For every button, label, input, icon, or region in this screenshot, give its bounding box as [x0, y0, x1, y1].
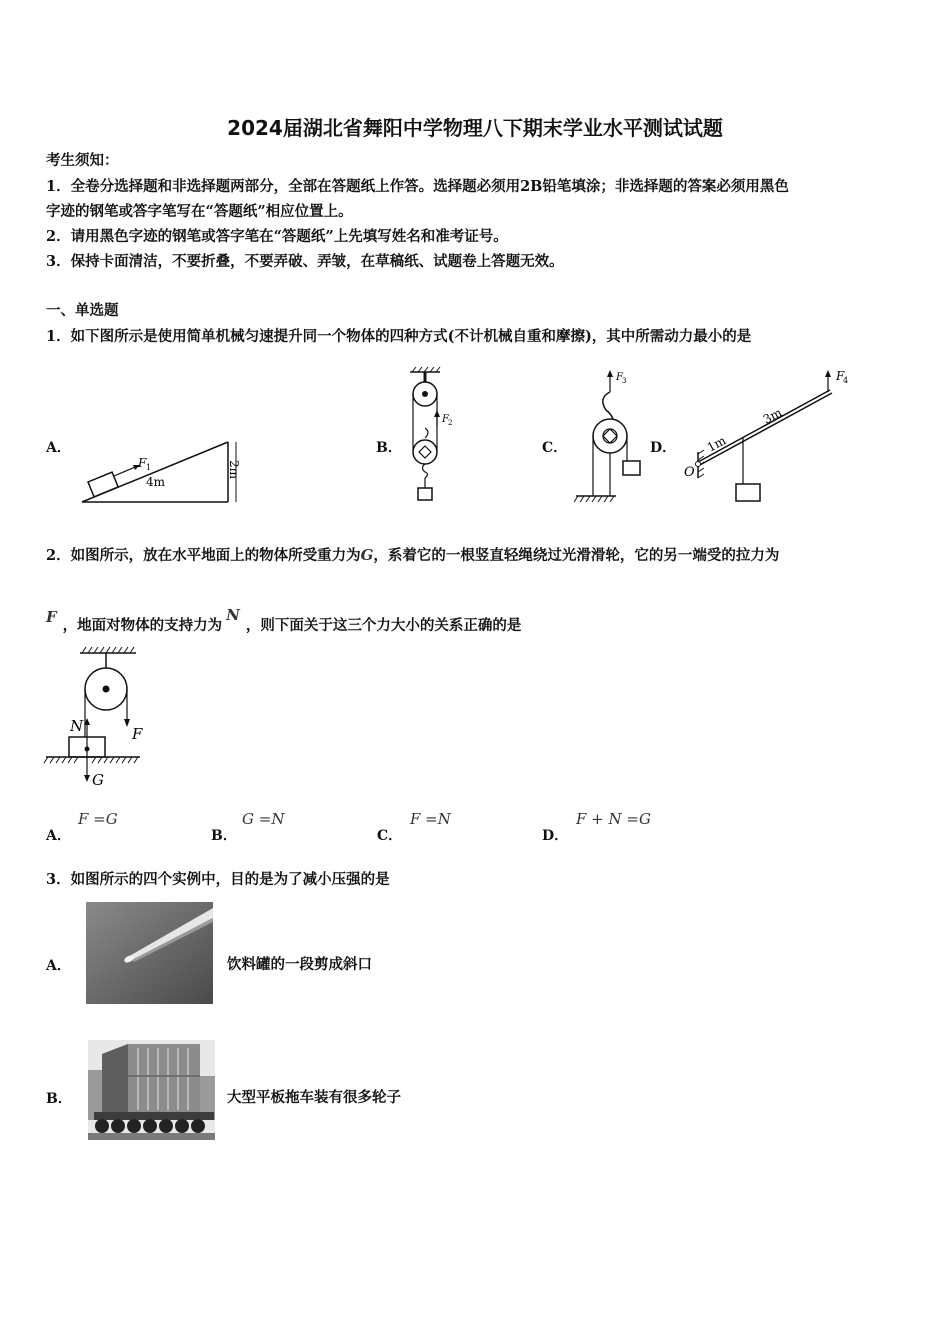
fig-a-length-label: 4m: [146, 475, 166, 489]
q2-stem-line-1: [46, 545, 779, 566]
q3-stem: 3．如图所示的四个实例中，目的是为了减小压强的是: [46, 871, 390, 888]
fig-c-force-label: F: [616, 372, 623, 383]
q2-option-d-math: F + N =G: [576, 810, 651, 828]
fig-c-force-sub: 3: [622, 377, 627, 385]
q2-option-c-math: F =N: [410, 810, 451, 828]
q2-figure-pulley: [40, 645, 160, 795]
q2-stem-line-2: [46, 598, 521, 643]
notice-line-3: 3．保持卡面清洁，不要折叠，不要弄破、弄皱，在草稿纸、试题卷上答题无效。: [46, 253, 564, 270]
q1-option-d-label: D．: [650, 440, 677, 456]
q1-option-c-label: C．: [542, 440, 568, 456]
q1-figure-a-incline: [78, 430, 243, 510]
q2-var-n: N: [226, 606, 240, 624]
lever-load-block: [736, 484, 760, 501]
q2-fig-n-label: N: [70, 717, 84, 735]
fig-a-height-label: 2m: [227, 460, 241, 480]
q3-photo-straw: [86, 902, 213, 1004]
q1-stem: 1．如下图所示是使用简单机械匀速提升同一个物体的四种方式(不计机械自重和摩擦)，其中所需动力最小的是: [46, 328, 752, 345]
q2-option-d-label: D．: [542, 828, 569, 844]
notice-line-1b: 字迹的钢笔或答字笔写在“答题纸”相应位置上。: [46, 203, 353, 220]
q3-option-b-label: B．: [46, 1091, 72, 1107]
force-arrowhead-f2: [434, 410, 440, 417]
q1-option-b-label: B．: [376, 440, 402, 456]
notice-line-2: 2．请用黑色字迹的钢笔或答字笔在“答题纸”上先填写姓名和准考证号。: [46, 228, 508, 245]
q2-option-b-label: B．: [211, 828, 237, 844]
page-title: 2024届湖北省舞阳中学物理八下期末学业水平测试试题: [227, 116, 723, 140]
q1-figure-b-pulleys: [396, 366, 466, 506]
fig-d-short-arm: 1m: [704, 433, 729, 455]
q2-option-a-label: A．: [46, 828, 71, 844]
q1-option-a-label: A．: [46, 440, 71, 456]
q3-option-a-text: 饮料罐的一段剪成斜口: [227, 956, 372, 973]
q2-option-b-math: G =N: [242, 810, 285, 828]
q2-fig-f-label: F: [132, 725, 143, 743]
q2-stem-a: 2．如图所示，放在水平地面上的物体所受重力为: [46, 547, 361, 564]
q1-figure-c-pulley: [570, 366, 650, 506]
fig-d-force-sub: 4: [843, 376, 849, 385]
q2-stem-c: ，地面对物体的支持力为: [62, 617, 223, 634]
notice-heading: 考生须知：: [46, 152, 119, 169]
q2-var-f: F: [46, 608, 57, 626]
q2-stem-b: ，系着它的一根竖直轻绳绕过光滑滑轮，它的另一端受的拉力为: [373, 547, 780, 564]
fig-b-force-sub: 2: [448, 419, 453, 427]
fig-b-force-label: F: [442, 414, 449, 425]
incline-block: [88, 472, 118, 497]
section-heading: 一、单选题: [46, 302, 119, 319]
q2-option-a-math: F =G: [78, 810, 118, 828]
notice-line-1a: 1．全卷分选择题和非选择题两部分，全部在答题纸上作答。选择题必须用2B铅笔填涂；非选择题的答案必须用黑色: [46, 178, 789, 195]
q2-stem-d: ，则下面关于这三个力大小的关系正确的是: [245, 617, 522, 634]
load-block: [418, 488, 432, 500]
fig-d-pivot-label: O: [684, 465, 695, 480]
fig-a-force-label: F: [138, 456, 147, 470]
q3-option-b-text: 大型平板拖车装有很多轮子: [227, 1089, 401, 1106]
load-block-c: [623, 461, 640, 475]
q3-photo-truck: [88, 1040, 215, 1140]
q2-fig-g-label: G: [92, 771, 104, 789]
truck-bed: [94, 1112, 214, 1120]
q2-var-g: G: [360, 546, 374, 564]
q2-option-c-label: C．: [377, 828, 403, 844]
fig-d-long-arm: 3m: [760, 405, 785, 427]
q3-option-a-label: A．: [46, 958, 71, 974]
fig-a-force-sub: 1: [146, 463, 152, 472]
fig-d-force-label: F: [836, 369, 845, 383]
q1-figure-d-lever: [680, 366, 860, 506]
